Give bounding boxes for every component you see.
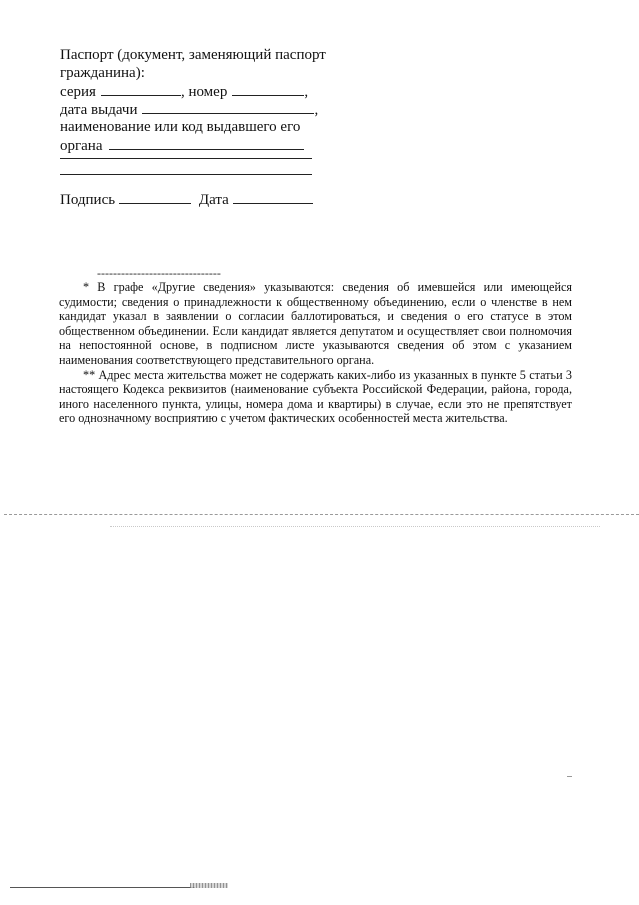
date-label: Дата [198, 192, 229, 208]
passport-title-line2: гражданина): [60, 65, 145, 81]
passport-title-line1: Паспорт (документ, заменяющий паспорт [60, 47, 326, 63]
signature-blank [119, 190, 191, 204]
date-blank [233, 190, 313, 204]
issue-date-comma: , [314, 102, 319, 118]
scan-artifact-dots [110, 526, 600, 530]
scan-artifact-line [4, 514, 639, 515]
issuer-organ-blank [109, 136, 304, 150]
bottom-edge-smudge [190, 883, 228, 888]
footnotes [59, 268, 572, 426]
series-number-row [60, 82, 330, 100]
blank-line-row-1 [60, 154, 330, 172]
footnote-1: * В графе «Другие сведения» указываются: сведения об имевшейся или имеющейся судимости; сведения о принадлежности к общественному объединению, если о членстве в нем кандидат указал в заявлении о согласии баллотироваться, и сведения о его статусе в этом общественном объединении. Если кандидат является депутатом и осуществляет свои полномочия на непостоянной основе, в подписном листе указываются сведения об этом с указанием наименования соответствующего представительного органа. [59, 280, 572, 367]
blank-line-row-2 [60, 172, 330, 190]
series-comma: , [304, 84, 309, 100]
issuer-organ-label: органа [60, 138, 103, 154]
footnote-2: ** Адрес места жительства может не содержать каких-либо из указанных в пункте 5 статьи 3 настоящего Кодекса реквизитов (наименование субъекта Российской Федерации, района, города, иного населенного пункта, улицы, номера дома и квартиры) в случае, если это не препятствует его однозначному восприятию с учетом фактических особенностей места жительства. [59, 367, 572, 426]
scan-artifact-mark [567, 776, 572, 777]
number-label: , номер [180, 84, 228, 100]
series-blank [101, 82, 181, 96]
blank-line-2 [60, 174, 312, 175]
footnote-separator: ------------------------------- [97, 266, 221, 280]
bottom-edge-line [10, 887, 195, 888]
issue-date-blank [142, 100, 314, 114]
passport-form [60, 46, 330, 208]
signature-row [60, 190, 330, 208]
issue-date-row [60, 100, 330, 118]
issuer-label-row: наименование или код выдавшего его [60, 119, 301, 135]
issue-date-label: дата выдачи [60, 102, 138, 118]
issuer-organ-row [60, 136, 330, 154]
series-label: серия [60, 84, 96, 100]
signature-label: Подпись [60, 192, 116, 208]
blank-line-1 [60, 158, 312, 159]
number-blank [232, 82, 304, 96]
